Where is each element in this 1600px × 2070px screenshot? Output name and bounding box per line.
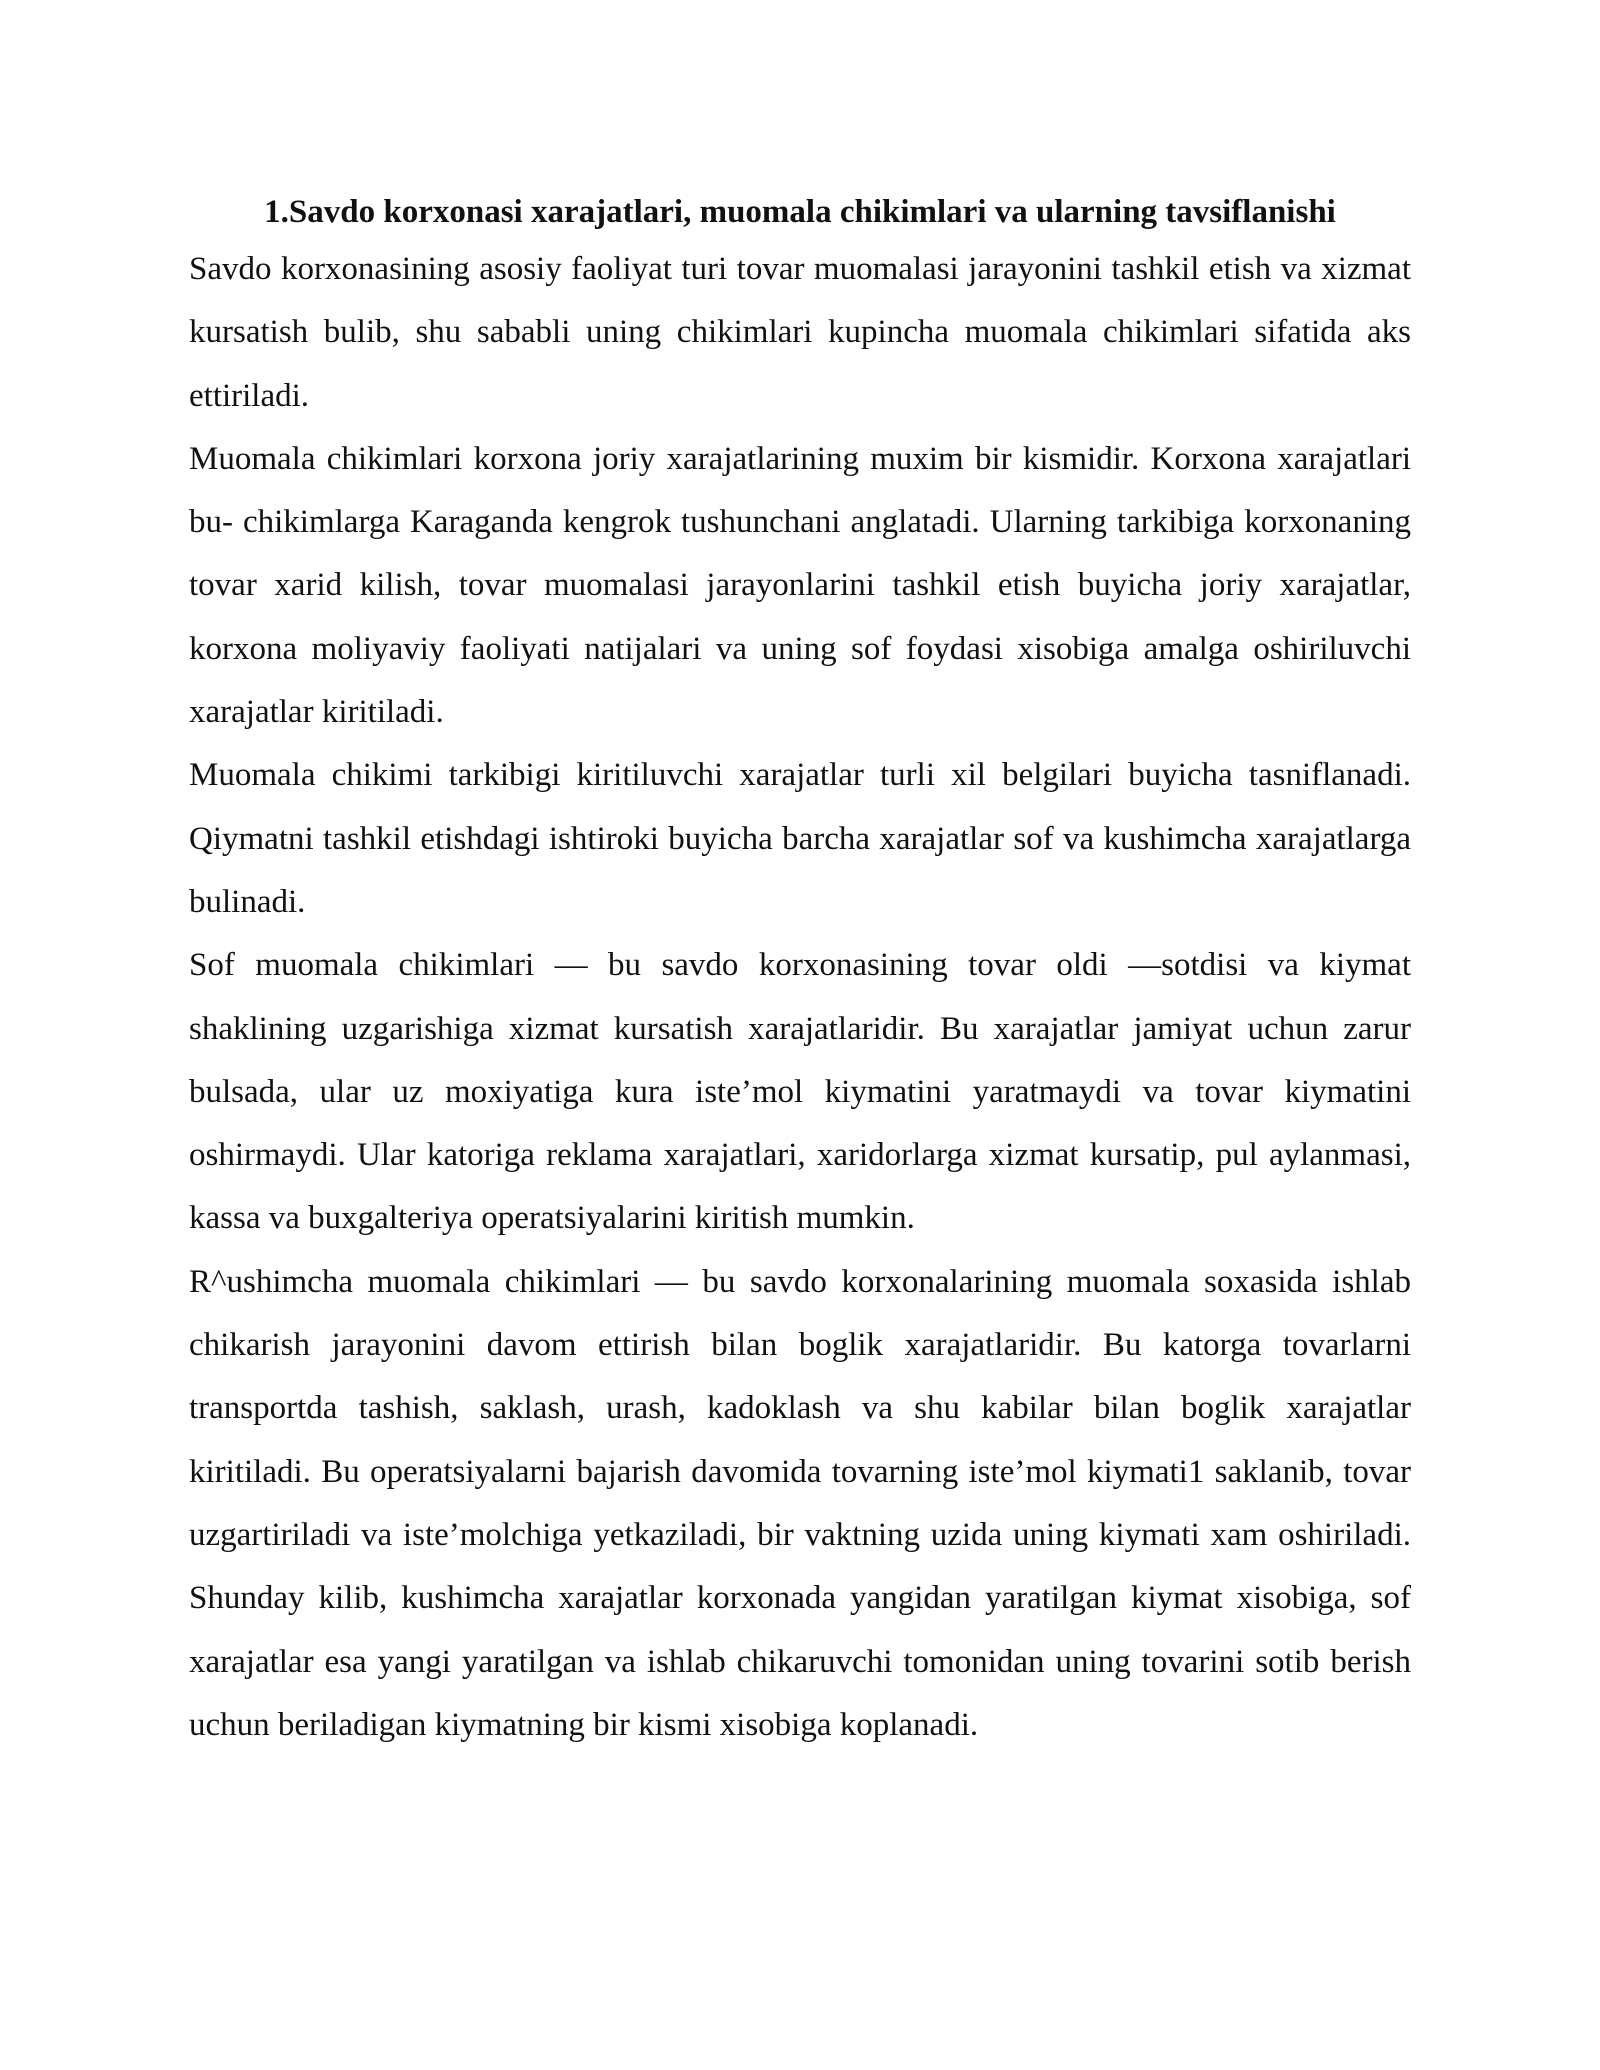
- paragraph: R^ushimcha muomala chikimlari — bu savdo korxonalarining muomala soxasida ishlab chikarish jarayonini davom ettirish bilan boglik xarajatlaridir. Bu katorga tovarlarni transportda tashish, saklash, urash, kadoklash va shu kabilar bilan boglik xarajatlar kiritiladi. Bu operatsiyalarni bajarish davomida tovarning iste’mol kiymati1 saklanib, tovar uzgartiriladi va iste’molchiga yetkaziladi, bir vaktning uzida uning kiymati xam oshiriladi. Shunday kilib, kushimcha xarajatlar korxonada yangidan yaratilgan kiymat xisobiga, sof xarajatlar esa yangi yaratilgan va ishlab chikaruvchi tomonidan uning tovarini sotib berish uchun beriladigan kiymatning bir kismi xisobiga koplanadi.: [189, 1263, 1411, 1743]
- paragraph: Sof muomala chikimlari — bu savdo korxonasining tovar oldi —sotdisi va kiymat shaklining uzgarishiga xizmat kursatish xarajatlaridir. Bu xarajatlar jamiyat uchun zarur bulsada, ular uz moxiyatiga kura iste’mol kiymatini yaratmaydi va tovar kiymatini oshirmaydi. Ular katoriga reklama xarajatlari, xaridorlarga xizmat kursatip, pul aylanmasi, kassa va buxgalteriya operatsiyalarini kiritish mumkin.: [189, 947, 1411, 1237]
- paragraph: Muomala chikimlari korxona joriy xarajatlarining muxim bir kismidir. Korxona xarajatlari bu- chikimlarga Karaganda kengrok tushunchani anglatadi. Ularning tarkibiga korxonaning tovar xarid kilish, tovar muomalasi jarayonlarini tashkil etish buyicha joriy xarajatlar, korxona moliyaviy faoliyati natijalari va uning sof foydasi xisobiga amalga oshiriluvchi xarajatlar kiritiladi.: [189, 440, 1411, 731]
- paragraph: Savdo korxonasining asosiy faoliyat turi tovar muomalasi jarayonini tashkil etish va xizmat kursatish bulib, shu sababli uning chikimlari kupincha muomala chikimlari sifatida aks ettiriladi.: [189, 251, 1411, 414]
- document-page: [189, 186, 1411, 1757]
- section-title: 1.Savdo korxonasi xarajatlari, muomala chikimlari va ularning tavsiflanishi: [264, 194, 1336, 230]
- paragraph: Muomala chikimi tarkibigi kiritiluvchi xarajatlar turli xil belgilari buyicha tasniflanadi. Qiymatni tashkil etishdagi ishtiroki buyicha barcha xarajatlar sof va kushimcha xarajatlarga bulinadi.: [189, 757, 1411, 920]
